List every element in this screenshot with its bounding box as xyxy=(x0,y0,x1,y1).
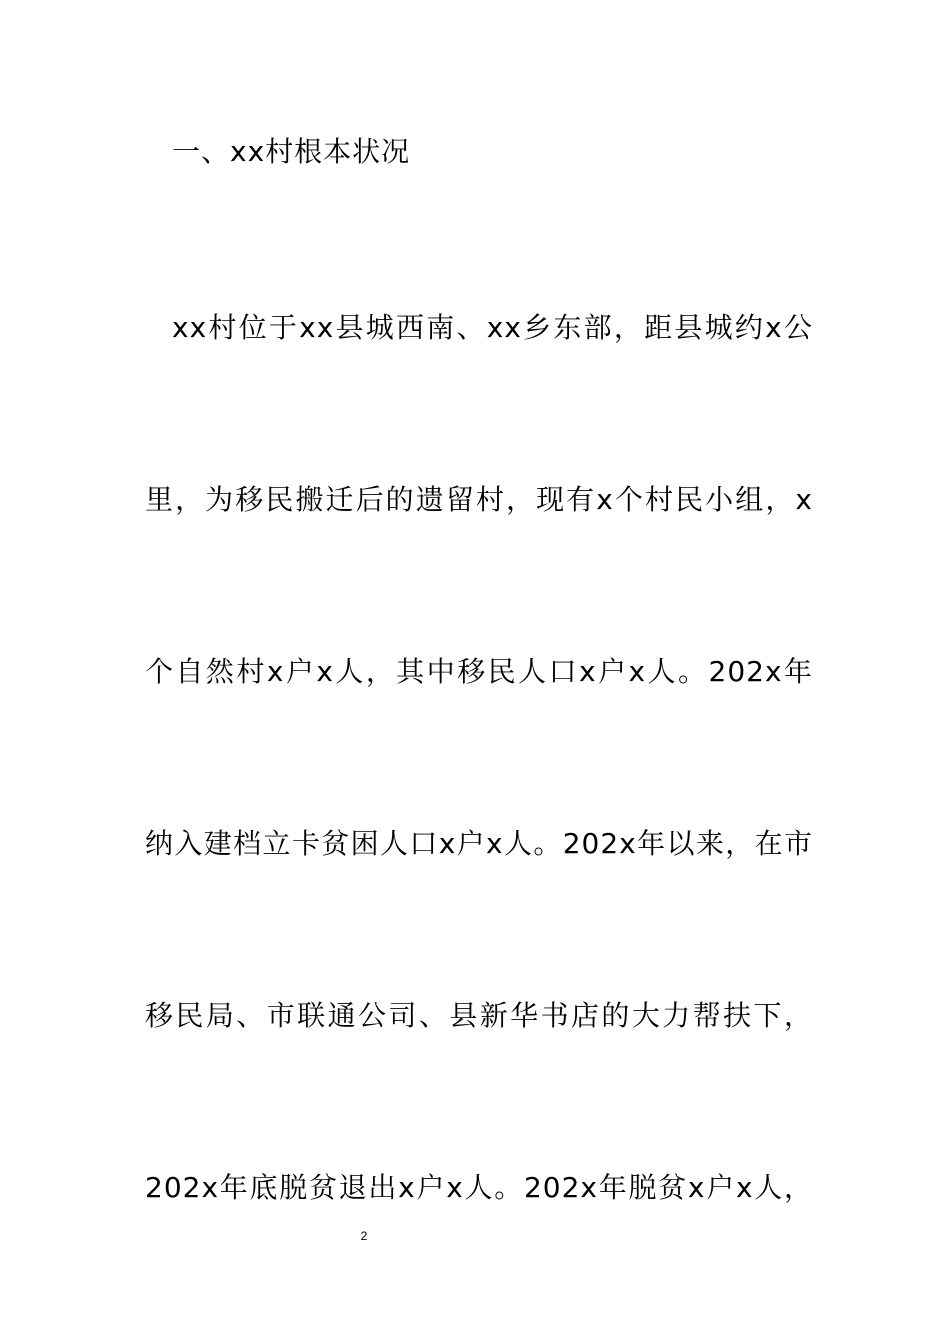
paragraph-line-6: 202x年底脱贫退出x户x人。202x年脱贫x户x人， xyxy=(145,1171,813,1204)
page-number: 2 xyxy=(360,1229,368,1243)
section-heading: 一、xx村根本状况 xyxy=(172,135,411,168)
paragraph-line-5: 移民局、市联通公司、县新华书店的大力帮扶下， xyxy=(145,999,813,1032)
paragraph-line-1: xx村位于xx县城西南、xx乡东部，距县城约x公 xyxy=(172,311,813,344)
paragraph-line-2: 里，为移民搬迁后的遗留村，现有x个村民小组，x xyxy=(145,483,813,516)
paragraph-line-3: 个自然村x户x人，其中移民人口x户x人。202x年 xyxy=(145,655,813,688)
paragraph-line-4: 纳入建档立卡贫困人口x户x人。202x年以来，在市 xyxy=(145,827,813,860)
